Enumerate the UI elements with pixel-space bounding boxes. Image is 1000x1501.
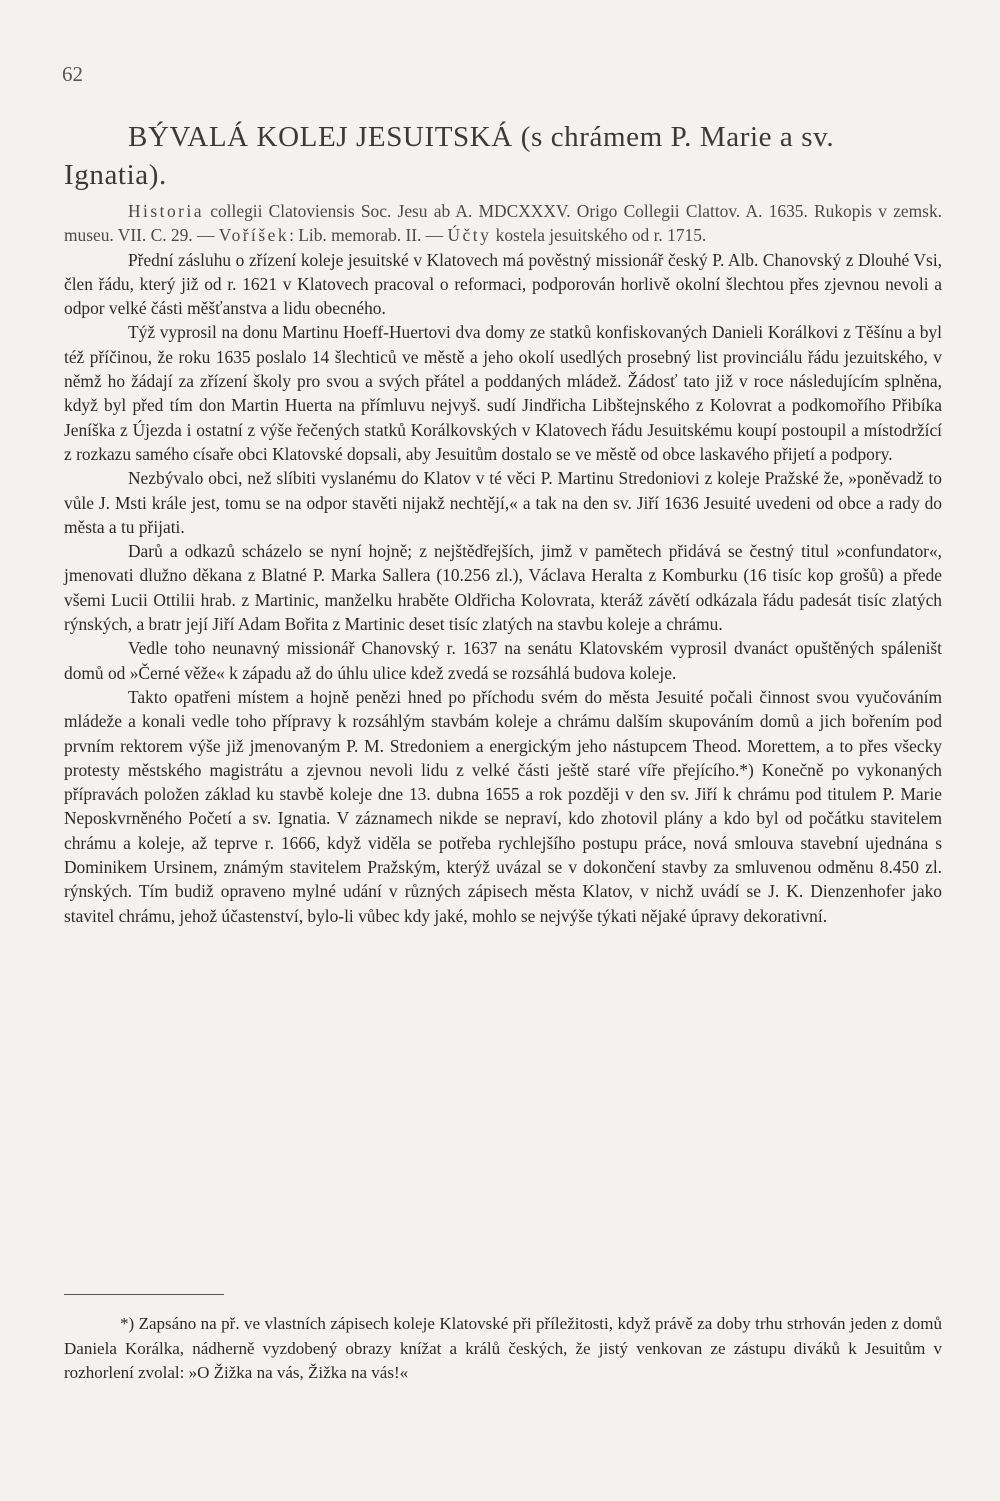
source-historia-rest: collegii Clatoviensis Soc. Jesu ab A. MDCXXXV. Origo Collegii Clattov. A. 1635. Rukopis v zemsk. museu. VII. C. 29. — [64, 201, 942, 246]
paragraph: Takto opatřeni místem a hojně penězi hned po příchodu svém do města Jesuité počali činnost svou vyučováním mládeže a konali vedle toho přípravy k rozsáhlým stavbám koleje a chrámu dalším skupováním domů a jich bořením pod prvním rektorem výše již jmenovaným P. M. Stredoniem a energickým jeho nástupcem Theod. Morettem, a to přes všecky protesty městského magistrátu a zjevnou nevoli lidu z velké části ještě staré víře přejícího.*) Konečně po vykonaných přípravách položen základ ku stavbě koleje dne 13. dubna 1655 a rok později v den sv. Jiří k chrámu pod titulem P. Marie Neposkvrněného Početí a sv. Ignatia. V záznamech nikde se nepraví, kdo zhotovil plány a kdo byl od počátku stavitelem chrámu a koleje, až teprve r. 1666, když viděla se potřeba rychlejšího postupu práce, nová smlouva stavební ujednána s Dominikem Ursinem, známým stavitelem Pražským, kterýž uvázal se v dokončení stavby za smluvenou odměnu 8.450 zl. rýnských. Tím budiž opraveno mylné udání v různých zápisech města Klatov, v nichž uvádí se J. K. Dienzenhofer jako stavitel chrámu, jehož účastenství, bylo-li vůbec kdy jaké, mohlo se nejvýše týkati nějaké úpravy dekorativní. [64, 686, 942, 926]
source-vorisek: Voříšek [218, 225, 290, 246]
source-historia: Historia [128, 201, 205, 221]
source-vorisek-rest: : Lib. memorab. II. — [289, 225, 448, 246]
paragraph: Darů a odkazů scházelo se nyní hojně; z nejštědřejších, jimž v pamětech přidává se čestný titul »confundator«, jmenovati dlužno děkana z Blatné P. Marka Sallera (10.256 zl.), Václava Heralta z Komburku (16 tisíc kop grošů) a předе všemi Lucii Ottilii hrab. z Martinic, manželku hraběte Oldřicha Kolovrata, kteráž závětí odkázala řádu padesát tisíc zlatých rýnských, a bratr její Jiří Adam Bořita z Martinic deset tisíc zlatých na stavbu koleje a chrámu. [64, 541, 942, 635]
page-number: 62 [62, 62, 83, 86]
source-ucty-rest: kostela jesuitského od r. 1715. [491, 225, 707, 246]
paragraph: Přední zásluhu o zřízení koleje jesuitské v Klatovech má pověstný missionář český P. Alb. Chanovský z Dlouhé Vsi, člen řádu, který již od r. 1621 v Klatovech pracoval o reformaci, podporován horlivě okolní šlechtou přes zjevnou nevoli a odpor velké části měšťanstva a lidu obecného. [64, 249, 942, 319]
footnote-divider [64, 1294, 224, 1295]
sources-paragraph [64, 199, 942, 248]
source-ucty: Účty [447, 225, 492, 246]
paragraph: Vedle toho neunavný missionář Chanovský r. 1637 na senátu Klatovském vyprosil dvanáct opuštěných spáleništ domů od »Černé věže« k západu až do úhlu ulice kdež zvedá se rozsáhlá budova koleje. [64, 638, 942, 683]
footnote: *) Zapsáno na př. ve vlastních zápisech koleje Klatovské při příležitosti, když právě za doby trhu strhován jeden z domů Daniela Korálka, nádherně vyzdobený obrazy knížat a králů českých, že jistý venkovan ze zástupu diváků k Jesuitům v rozhorlení zvolal: »O Žižka na vás, Žižka na vás!« [64, 1314, 942, 1382]
paragraph: Týž vyprosil na donu Martinu Hoeff-Huertovi dva domy ze statků konfiskovaných Danieli Korálkovi z Těšínu a byl též příčinou, že roku 1635 poslalo 14 šlechticů ve městě a jeho okolí usedlých prosebný list provinciálu řádu jezuitského, v němž ho žádají za zřízení školy pro svou a svých přátel a poddaných mládež. Žádosť tato již v roce následujícím splněna, když byl před tím don Martin Huerta na přímluvu nejvyš. sudí Jindřicha Libštejnského z Kolovrat a podkomořího Přibíka Jeníška z Újezda i ostatní z výše řečených statků Korálkovských v Klatovech řádu Jesuitskému koupí postoupil a místodržící z rozkazu samého císaře obci Klatovské dopsali, aby Jesuitům dostalo se ve městě od obce laskavého přijetí a podpory. [64, 322, 942, 464]
paragraph: Nezbývalo obci, než slíbiti vyslanému do Klatov v té věci P. Martinu Stredoniovi z koleje Pražské že, »poněvadž to vůle J. Msti krále jest, tomu se na odpor stavěti nijakž nechtějí,« a tak na den sv. Jiří 1636 Jesuité uvedeni od obce a rady do města a tu přijati. [64, 468, 942, 537]
body-text [64, 199, 942, 928]
chapter-title: BÝVALÁ KOLEJ JESUITSKÁ (s chrámem P. Marie a sv. Ignatia). [64, 121, 835, 191]
